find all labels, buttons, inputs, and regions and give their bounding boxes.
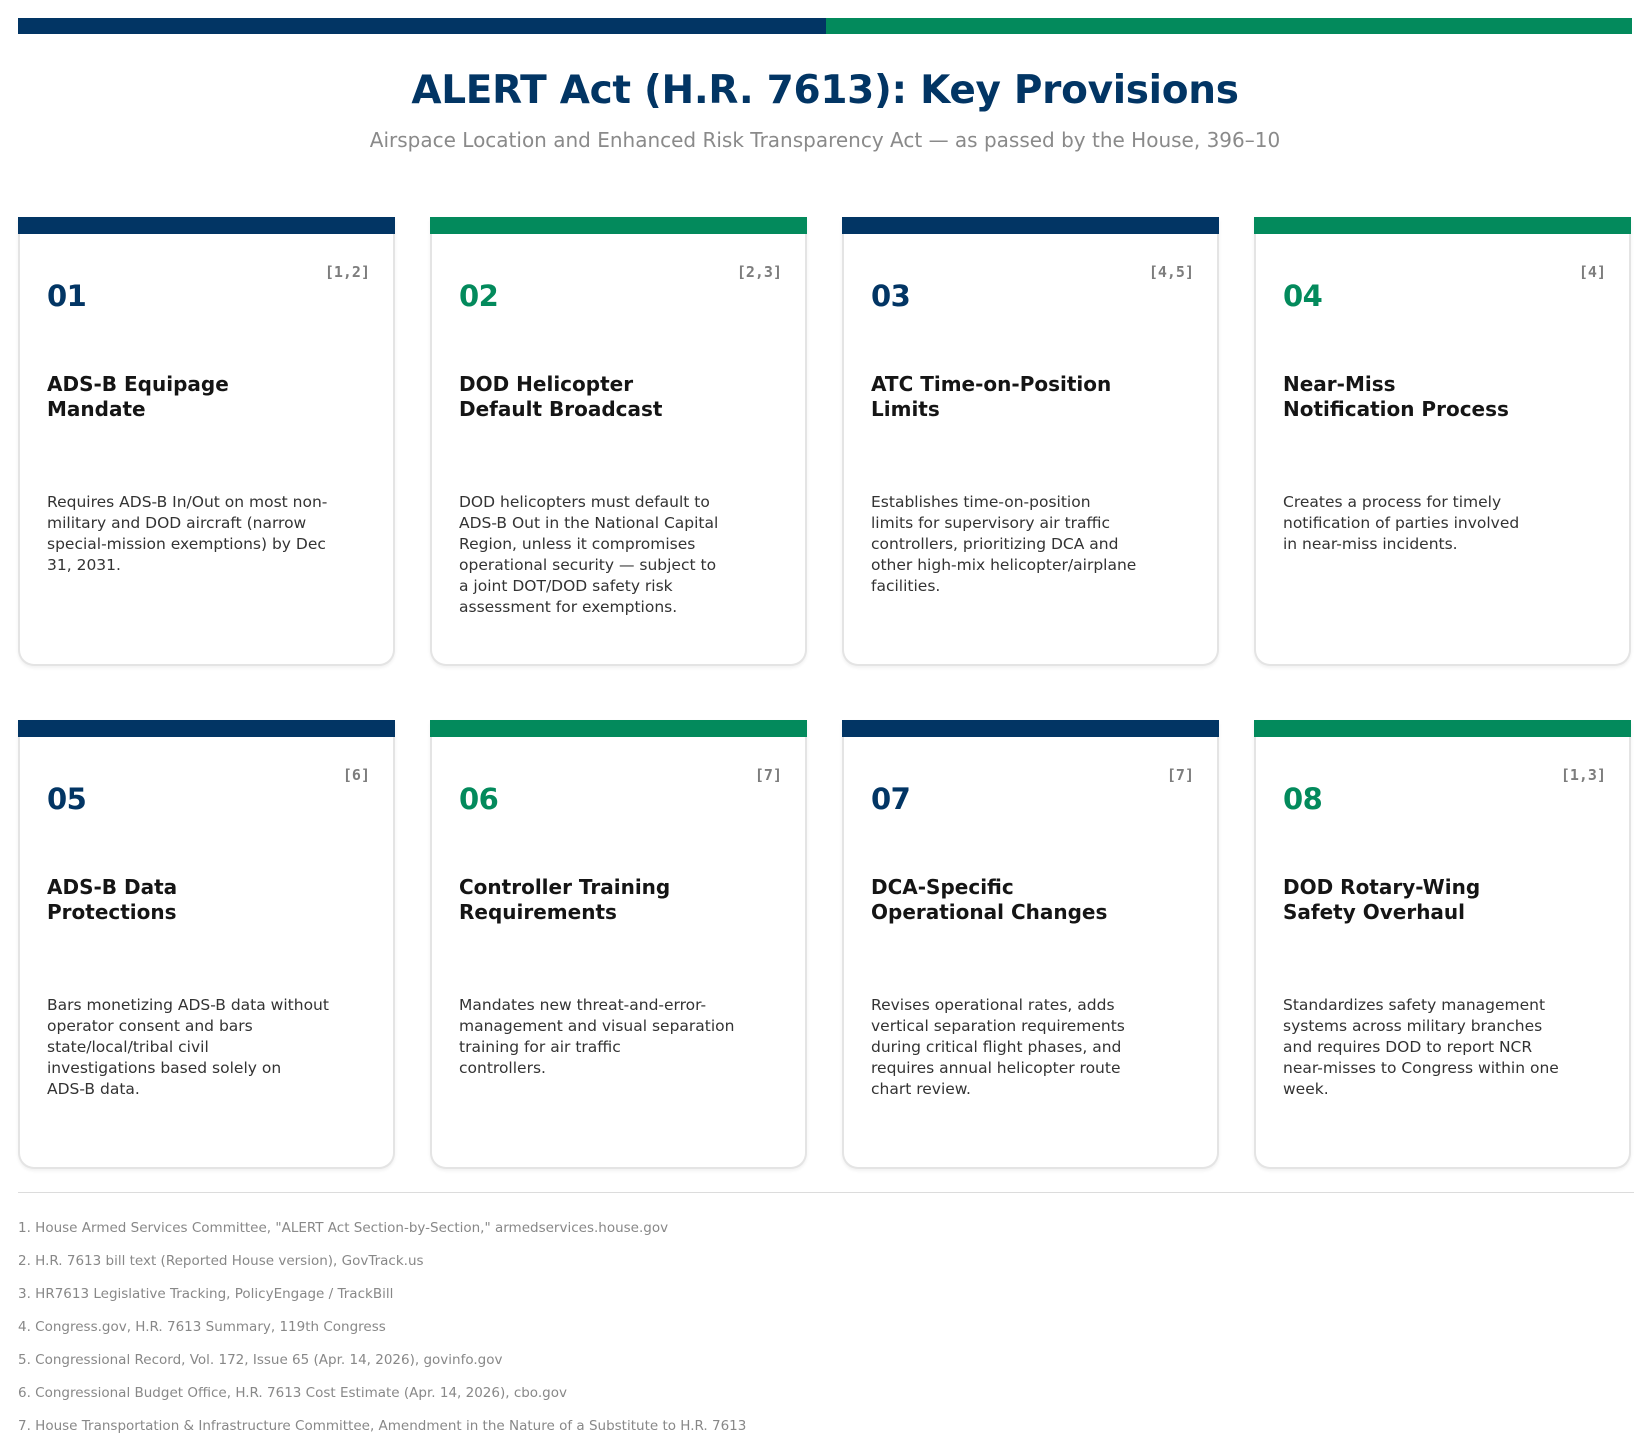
provision-description: Creates a process for timely notification of parties involved in near-miss incidents. [1283, 493, 1520, 553]
provision-card-04 [1254, 217, 1631, 666]
top-accent-bar [18, 18, 1632, 34]
footnote-2: 2. H.R. 7613 bill text (Reported House version), GovTrack.us [18, 1253, 424, 1269]
provision-description: Revises operational rates, adds vertical separation requirements during critical flight phases, and requires annual helicopter route chart review. [871, 996, 1125, 1098]
card-accent-bar [842, 217, 1219, 234]
provision-title: Near-Miss Notification Process [1283, 372, 1509, 421]
footnote-6: 6. Congressional Budget Office, H.R. 7613 Cost Estimate (Apr. 14, 2026), cbo.gov [18, 1385, 567, 1401]
provision-number: 01 [47, 279, 87, 313]
provision-card-07 [842, 720, 1219, 1169]
provision-card-03 [842, 217, 1219, 666]
provision-title: ATC Time-on-Position Limits [871, 372, 1112, 421]
provision-number: 03 [871, 279, 911, 313]
footnote-4: 4. Congress.gov, H.R. 7613 Summary, 119th Congress [18, 1319, 386, 1335]
provision-number: 04 [1283, 279, 1323, 313]
provision-description: DOD helicopters must default to ADS-B Out in the National Capital Region, unless it compromises operational security — subject to a joint DOT/DOD safety risk assessment for exemptions. [459, 493, 719, 616]
provision-number: 08 [1283, 782, 1323, 816]
card-accent-bar [430, 720, 807, 737]
provision-title: DOD Helicopter Default Broadcast [459, 372, 663, 421]
card-accent-bar [1254, 720, 1631, 737]
provision-number: 05 [47, 782, 87, 816]
provision-card-06 [430, 720, 807, 1169]
provision-citation: [7] [754, 766, 782, 784]
card-accent-bar [1254, 217, 1631, 234]
top-accent-bar-navy [18, 18, 826, 34]
provision-title: DOD Rotary-Wing Safety Overhaul [1283, 875, 1481, 924]
page-title: ALERT Act (H.R. 7613): Key Provisions [411, 68, 1239, 113]
provision-citation: [2,3] [736, 263, 782, 281]
provision-number: 07 [871, 782, 911, 816]
footnote-1: 1. House Armed Services Committee, "ALERT Act Section-by-Section," armedservices.house.gov [18, 1220, 669, 1236]
card-accent-bar [430, 217, 807, 234]
provision-title: ADS-B Equipage Mandate [47, 372, 229, 421]
provision-citation: [1,3] [1560, 766, 1606, 784]
provision-title: DCA-Specific Operational Changes [871, 875, 1108, 924]
footnote-5: 5. Congressional Record, Vol. 172, Issue 65 (Apr. 14, 2026), govinfo.gov [18, 1352, 503, 1368]
provision-citation: [6] [342, 766, 370, 784]
provision-card-01 [18, 217, 395, 666]
provision-description: Establishes time-on-position limits for supervisory air traffic controllers, prioritizing DCA and other high-mix helicopter/airplane facilities. [871, 493, 1137, 595]
provision-title: ADS-B Data Protections [47, 875, 178, 924]
provision-description: Mandates new threat-and-error- management and visual separation training for air traffic controllers. [459, 996, 735, 1077]
footnote-divider [18, 1192, 1634, 1193]
footnotes-list [18, 1219, 1618, 1450]
provision-citation: [4,5] [1148, 263, 1194, 281]
page-subtitle: Airspace Location and Enhanced Risk Transparency Act — as passed by the House, 396–10 [369, 128, 1281, 152]
provision-citation: [1,2] [324, 263, 370, 281]
provision-card-05 [18, 720, 395, 1169]
provision-description: Standardizes safety management systems across military branches and requires DOD to report NCR near-misses to Congress within one week. [1283, 996, 1559, 1098]
provision-citation: [4] [1578, 263, 1606, 281]
provision-card-02 [430, 217, 807, 666]
provision-description: Bars monetizing ADS-B data without operator consent and bars state/local/tribal civil investigations based solely on ADS-B data. [47, 996, 329, 1098]
top-accent-bar-green [826, 18, 1632, 34]
provision-title: Controller Training Requirements [459, 875, 671, 924]
card-accent-bar [18, 217, 395, 234]
footnote-3: 3. HR7613 Legislative Tracking, PolicyEngage / TrackBill [18, 1286, 394, 1302]
footnote-7: 7. House Transportation & Infrastructure Committee, Amendment in the Nature of a Substitute to H.R. 7613 [18, 1418, 747, 1434]
card-accent-bar [18, 720, 395, 737]
card-accent-bar [842, 720, 1219, 737]
provision-number: 06 [459, 782, 499, 816]
provisions-grid [18, 217, 1632, 1169]
provision-citation: [7] [1166, 766, 1194, 784]
provision-card-08 [1254, 720, 1631, 1169]
provision-number: 02 [459, 279, 499, 313]
provision-description: Requires ADS-B In/Out on most non- military and DOD aircraft (narrow special-mission exemptions) by Dec 31, 2031. [47, 493, 328, 574]
